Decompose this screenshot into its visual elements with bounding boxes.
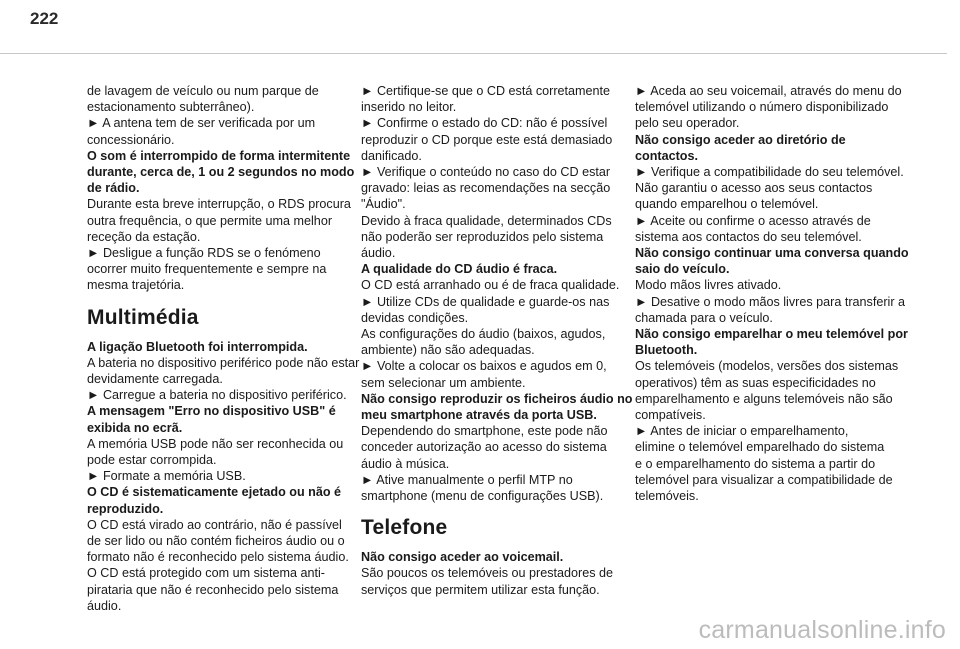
text-line: Não consigo continuar uma conversa quando — [635, 246, 909, 261]
text-line: pode estar corrompida. — [87, 453, 217, 468]
text-line: chamada para o veículo. — [635, 310, 773, 325]
paragraph — [635, 164, 913, 245]
paragraph — [87, 436, 365, 485]
text-line: saio do veículo. — [635, 262, 730, 277]
text-line: O CD está protegido com um sistema anti- — [87, 566, 325, 581]
problem-heading — [635, 245, 913, 277]
text-line: elimine o telemóvel emparelhado do sistema — [635, 440, 885, 455]
text-line: ► Carregue a bateria no dispositivo periférico. — [87, 388, 347, 403]
text-line: quando emparelhou o telemóvel. — [635, 197, 819, 212]
text-line: outra frequência, o que permite uma melhor — [87, 213, 333, 228]
problem-heading — [87, 403, 365, 435]
text-line: ambiente) não são adequadas. — [361, 343, 535, 358]
text-column-middle — [361, 83, 639, 598]
problem-heading — [361, 391, 639, 423]
text-line: telemóvel utilizando o número disponibilizado — [635, 100, 889, 115]
problem-heading — [361, 549, 639, 565]
text-line: A memória USB pode não ser reconhecida ou — [87, 436, 344, 451]
text-line: Os telemóveis (modelos, versões dos sistemas — [635, 359, 899, 374]
text-line: mesma trajetória. — [87, 278, 185, 293]
text-line: ► Verifique a compatibilidade do seu telemóvel. — [635, 165, 904, 180]
text-line: durante, cerca de, 1 ou 2 segundos no modo — [87, 165, 355, 180]
text-line: sistema aos contactos do seu telemóvel. — [635, 229, 862, 244]
text-line: e o emparelhamento do sistema a partir do — [635, 456, 876, 471]
text-line: exibida no ecrã. — [87, 420, 183, 435]
text-line: ► Utilize CDs de qualidade e guarde-os nas — [361, 294, 610, 309]
text-line: Dependendo do smartphone, este pode não — [361, 424, 608, 439]
text-line: ► Confirme o estado do CD: não é possível — [361, 116, 608, 131]
problem-heading — [87, 484, 365, 516]
text-line: estacionamento subterrâneo). — [87, 100, 255, 115]
problem-heading — [87, 148, 365, 197]
text-line: reproduzir o CD porque este está demasiado — [361, 132, 613, 147]
text-line: Modo mãos livres ativado. — [635, 278, 782, 293]
text-line: operativos) têm as suas especificidades no — [635, 375, 876, 390]
text-line: ► A antena tem de ser verificada por um — [87, 116, 316, 131]
section-spacer — [87, 294, 365, 305]
paragraph — [361, 277, 639, 390]
text-line: Não consigo aceder ao diretório de — [635, 132, 846, 147]
text-line: As configurações do áudio (baixos, agudos, — [361, 327, 606, 342]
paragraph — [87, 83, 365, 148]
text-column-right — [635, 83, 913, 504]
text-line: serviços que permitem utilizar esta função. — [361, 582, 600, 597]
text-line: O CD está arranhado ou é de fraca qualidade. — [361, 278, 620, 293]
section-spacer — [361, 541, 639, 549]
paragraph — [361, 565, 639, 597]
text-line: A bateria no dispositivo periférico pode não estar — [87, 355, 360, 370]
text-line: ► Aceda ao seu voicemail, através do menu do — [635, 84, 902, 98]
text-line: áudio. — [361, 246, 396, 261]
page-number: 222 — [30, 9, 59, 28]
text-line: compatíveis. — [635, 408, 706, 423]
text-line: devidas condições. — [361, 310, 469, 325]
text-line: telemóvel para visualizar a compatibilidade de — [635, 472, 893, 487]
site-watermark: carmanualsonline.info — [698, 616, 946, 644]
problem-heading — [635, 326, 913, 358]
text-line: A qualidade do CD áudio é fraca. — [361, 262, 558, 277]
text-line: áudio à música. — [361, 456, 450, 471]
text-line: sem selecionar um ambiente. — [361, 375, 526, 390]
text-line: ► Desative o modo mãos livres para transferir a — [635, 294, 906, 309]
text-line: Não consigo aceder ao voicemail. — [361, 550, 564, 565]
text-line: pirataria que não é reconhecido pelo sistema — [87, 582, 339, 597]
text-line: O som é interrompido de forma intermitente — [87, 148, 351, 163]
paragraph — [635, 83, 913, 132]
section-spacer — [361, 504, 639, 515]
text-line: São poucos os telemóveis ou prestadores de — [361, 566, 614, 581]
text-line: ► Volte a colocar os baixos e agudos em 0, — [361, 359, 607, 374]
text-line: de rádio. — [87, 181, 140, 196]
text-line: ► Desligue a função RDS se o fenómeno — [87, 246, 321, 261]
text-line: smartphone (menu de configurações USB). — [361, 489, 604, 504]
header-divider — [0, 53, 947, 54]
paragraph — [87, 517, 365, 614]
problem-heading — [87, 339, 365, 355]
text-line: contactos. — [635, 148, 698, 163]
text-line: concessionário. — [87, 132, 175, 147]
text-line: de ser lido ou não contém ficheiros áudio ou o — [87, 534, 345, 549]
text-line: Devido à fraca qualidade, determinados CDs — [361, 213, 612, 228]
text-line: receção da estação. — [87, 229, 201, 244]
text-line: Bluetooth. — [635, 343, 698, 358]
text-line: inserido no leitor. — [361, 100, 457, 115]
section-heading: Telefone — [361, 516, 448, 540]
text-line: ocorrer muito frequentemente e sempre na — [87, 262, 327, 277]
text-line: O CD está virado ao contrário, não é passível — [87, 517, 342, 532]
text-line: gravado: leias as recomendações na secção — [361, 181, 611, 196]
text-line: conceder autorização ao acesso do sistema — [361, 440, 607, 455]
text-line: O CD é sistematicamente ejetado ou não é — [87, 485, 342, 500]
text-line: Não consigo reproduzir os ficheiros áudio no — [361, 391, 633, 406]
text-line: ► Certifique-se que o CD está corretamente — [361, 84, 611, 98]
text-line: meu smartphone através da porta USB. — [361, 408, 597, 423]
paragraph — [361, 423, 639, 504]
text-line: Não consigo emparelhar o meu telemóvel por — [635, 327, 908, 342]
text-line: devidamente carregada. — [87, 372, 223, 387]
text-line: ► Verifique o conteúdo no caso do CD estar — [361, 165, 611, 180]
text-line: ► Antes de iniciar o emparelhamento, — [635, 424, 849, 439]
text-line: de lavagem de veículo ou num parque de — [87, 84, 319, 98]
paragraph — [635, 277, 913, 326]
text-line: reproduzido. — [87, 501, 164, 516]
text-line: "Áudio". — [361, 197, 406, 212]
paragraph — [361, 83, 639, 261]
text-column-left — [87, 83, 365, 614]
text-line: telemóveis. — [635, 489, 699, 504]
problem-heading — [635, 132, 913, 164]
paragraph — [87, 355, 365, 404]
problem-heading — [361, 261, 639, 277]
text-line: ► Ative manualmente o perfil MTP no — [361, 472, 573, 487]
text-line: áudio. — [87, 598, 122, 613]
text-line: Durante esta breve interrupção, o RDS procura — [87, 197, 351, 212]
section-spacer — [87, 331, 365, 339]
text-line: ► Aceite ou confirme o acesso através de — [635, 213, 871, 228]
text-line: pelo seu operador. — [635, 116, 740, 131]
section-heading: Multimédia — [87, 305, 199, 329]
text-line: emparelhamento e alguns telemóveis não são — [635, 391, 893, 406]
text-line: Não garantiu o acesso aos seus contactos — [635, 181, 873, 196]
paragraph — [635, 358, 913, 504]
text-line: formato não é reconhecido pelo sistema áudio. — [87, 550, 349, 565]
text-line: não poderão ser reproduzidos pelo sistema — [361, 229, 604, 244]
paragraph — [87, 196, 365, 293]
text-line: A mensagem "Erro no dispositivo USB" é — [87, 404, 336, 419]
text-line: danificado. — [361, 148, 422, 163]
text-line: ► Formate a memória USB. — [87, 469, 246, 484]
text-line: A ligação Bluetooth foi interrompida. — [87, 339, 308, 354]
